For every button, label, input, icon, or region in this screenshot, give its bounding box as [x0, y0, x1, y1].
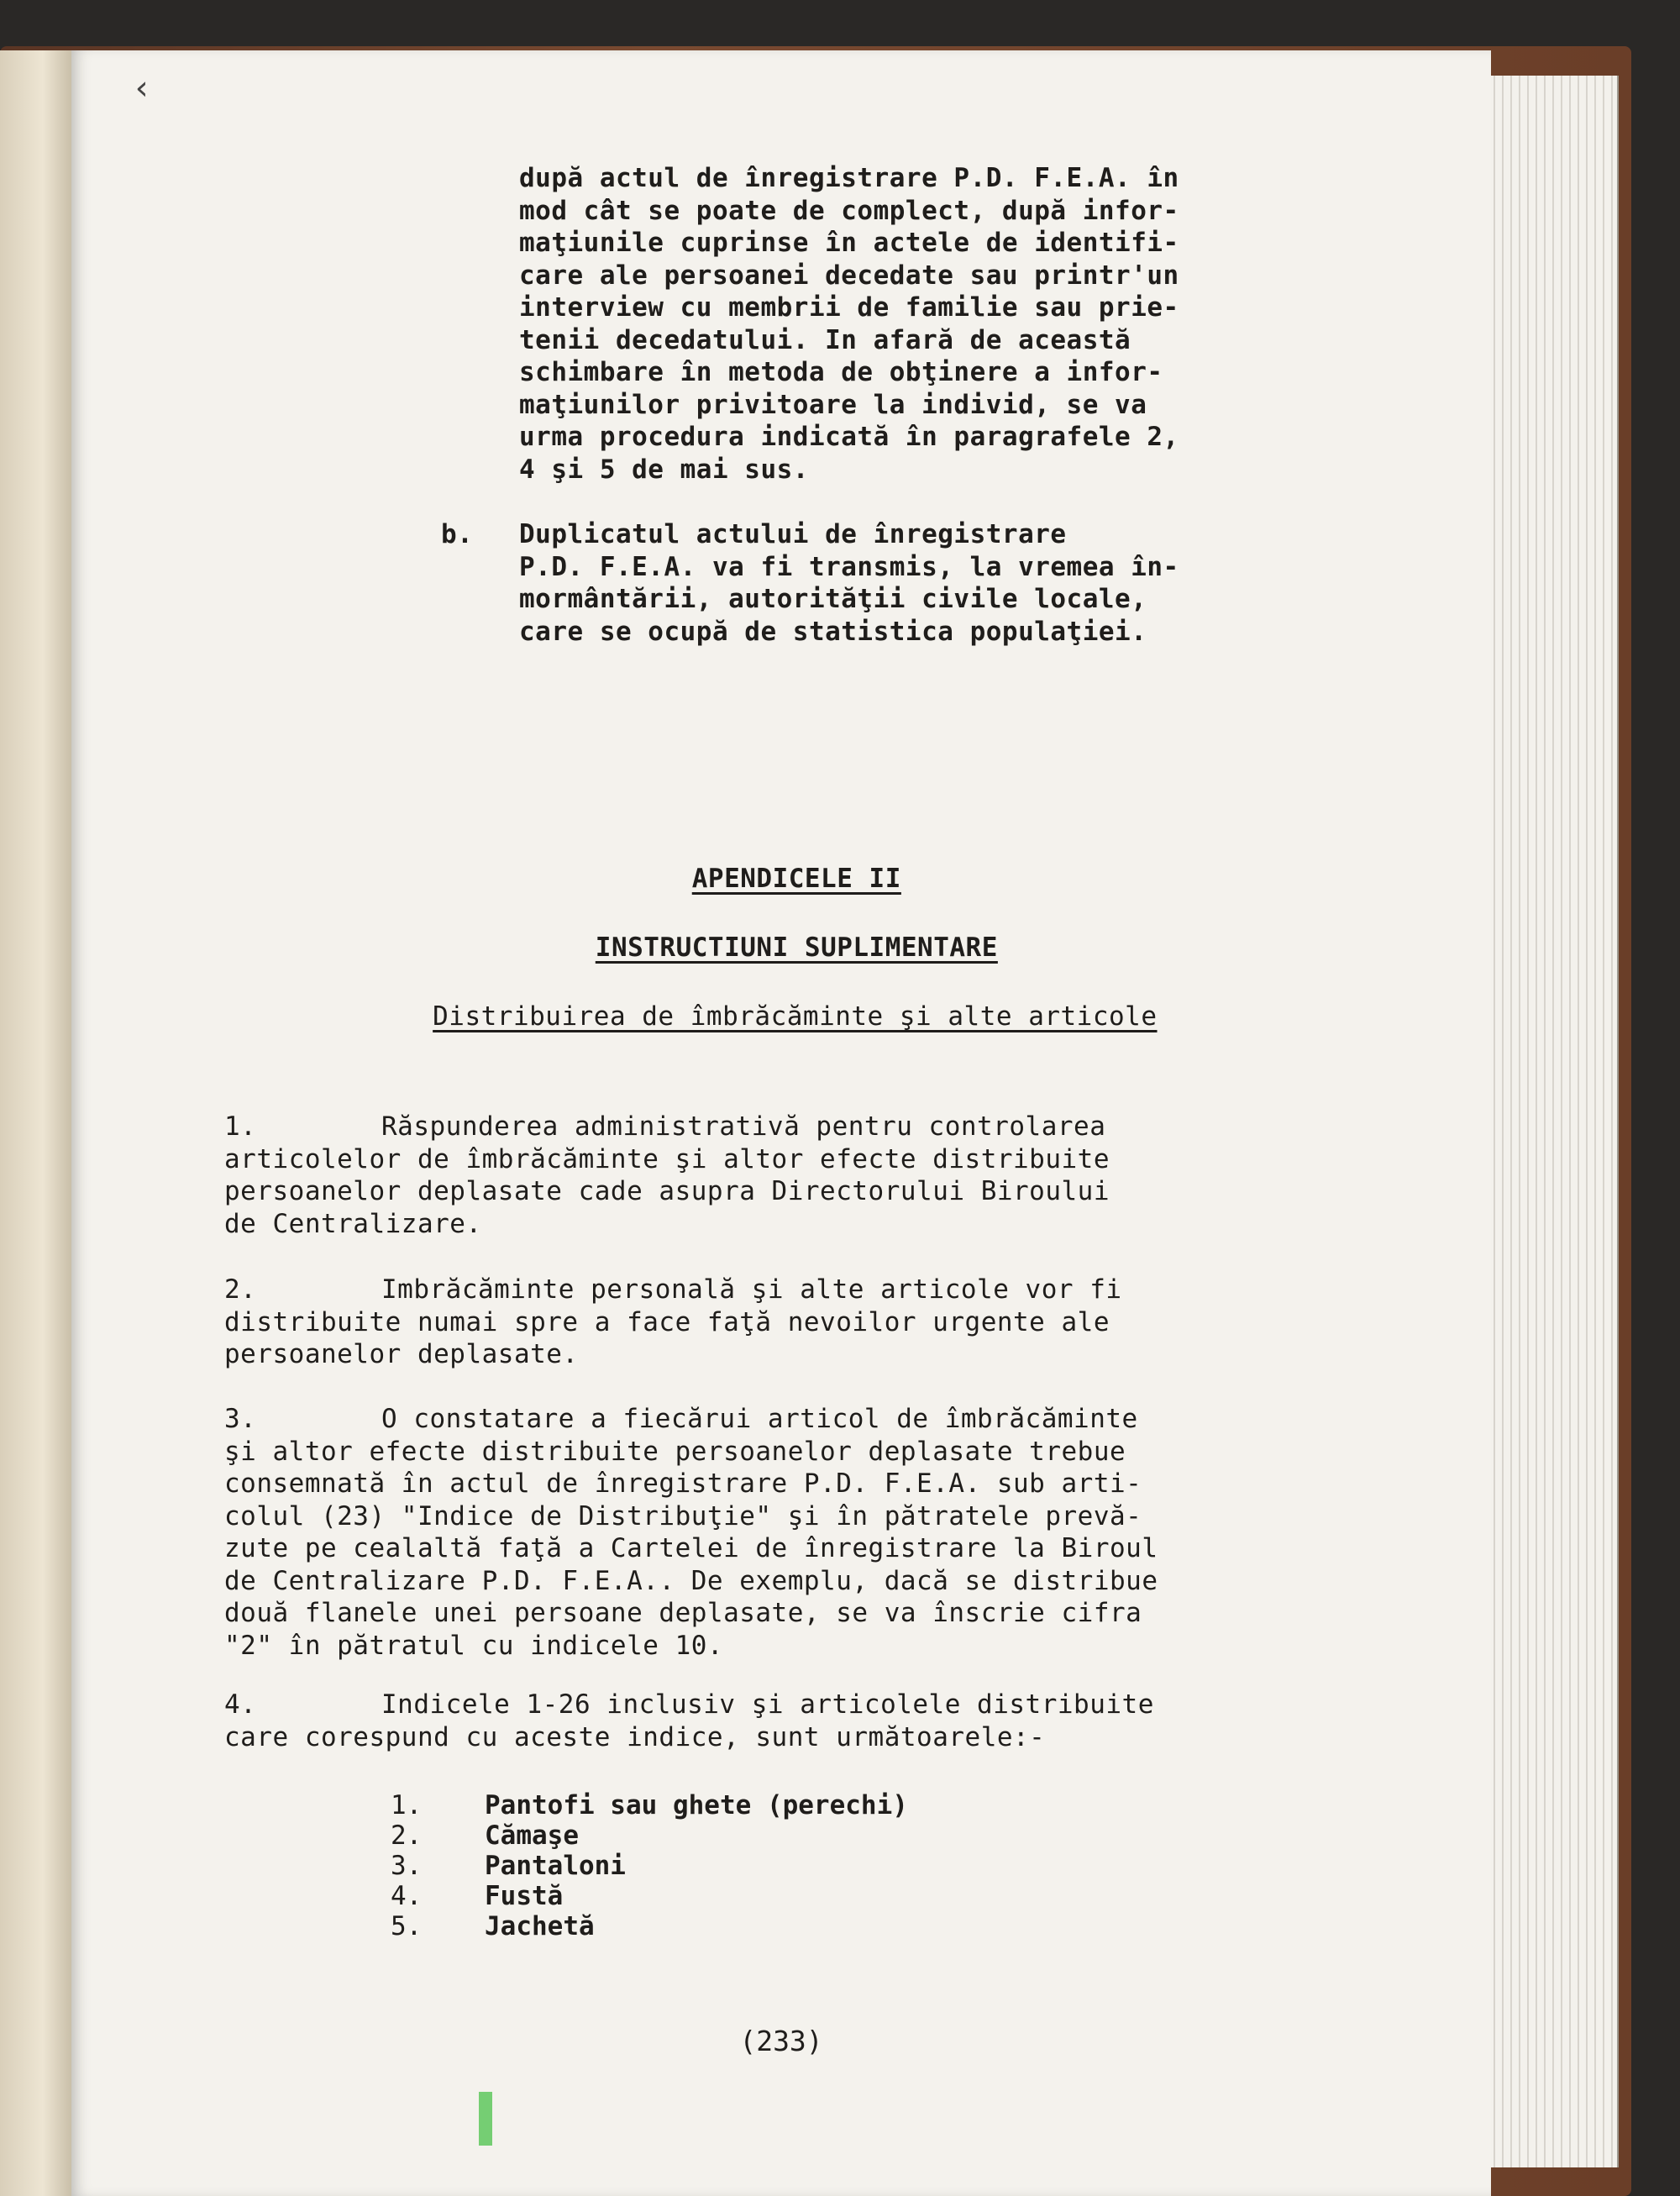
- paragraph-number: 4.: [224, 1689, 257, 1720]
- page-number: (233): [739, 2025, 823, 2057]
- left-page-edge: [0, 50, 74, 2196]
- list-item-label: Jachetă: [485, 1911, 595, 1941]
- paragraph-line: "2" în pătratul cu indicele 10.: [224, 1630, 724, 1661]
- list-item: [391, 1789, 908, 1821]
- continuation-line: care ale persoanei decedate sau printr'un: [519, 260, 1179, 291]
- continuation-line: urma procedura indicată în paragrafele 2,: [519, 422, 1179, 452]
- list-item: [391, 1910, 595, 1942]
- item-b-line: P.D. F.E.A. va fi transmis, la vremea în-: [519, 551, 1179, 582]
- paragraph-text: [224, 1689, 1154, 1753]
- list-item-number: 1.: [391, 1790, 423, 1820]
- page-corner-mark: ‹: [132, 69, 153, 108]
- paragraph-number: 3.: [224, 1404, 257, 1434]
- list-item-label: Fustă: [485, 1881, 564, 1911]
- continuation-line: interview cu membrii de familie sau prie-: [519, 292, 1179, 323]
- paragraph-line: două flanele unei persoane deplasate, se va înscrie cifra: [224, 1598, 1142, 1628]
- item-b-text: [519, 518, 1179, 648]
- paragraph-text: [224, 1274, 1122, 1371]
- paragraph-line: de Centralizare.: [224, 1208, 482, 1239]
- paragraph-line: Răspunderea administrativă pentru controlarea: [381, 1111, 1106, 1142]
- paragraph-line: care corespund cu aceste indice, sunt următoarele:-: [224, 1721, 1046, 1752]
- continuation-line: schimbare în metoda de obţinere a infor-: [519, 357, 1163, 387]
- page-stack-edge: [1478, 76, 1619, 2167]
- section-title: [53, 968, 1473, 1065]
- instructions-title-text: INSTRUCTIUNI SUPLIMENTARE: [595, 932, 998, 963]
- paragraph-line: consemnată în actul de înregistrare P.D. F.E.A. sub arti-: [224, 1468, 1142, 1499]
- document-page: [71, 50, 1491, 2196]
- list-item-number: 4.: [391, 1881, 423, 1911]
- list-item: [391, 1820, 579, 1852]
- paragraph-line: de Centralizare P.D. F.E.A.. De exemplu, dacă se distribue: [224, 1565, 1158, 1596]
- continuation-line: tenii decedatului. In afară de această: [519, 324, 1131, 355]
- paragraph-number: 2.: [224, 1274, 257, 1305]
- list-item-label: Pantaloni: [485, 1851, 626, 1881]
- paragraph-text: [224, 1111, 1110, 1240]
- paragraph-line: articolelor de îmbrăcăminte şi altor efecte distribuite: [224, 1143, 1110, 1174]
- paragraph-number: 1.: [224, 1111, 257, 1142]
- green-marker: [479, 2092, 492, 2146]
- list-item: [391, 1880, 563, 1912]
- item-b-line: care se ocupă de statistica populaţiei.: [519, 616, 1147, 647]
- paragraph-line: persoanelor deplasate cade asupra Directorului Biroului: [224, 1176, 1110, 1206]
- continuation-text: [519, 162, 1179, 486]
- paragraph-line: Imbrăcăminte personală şi alte articole vor fi: [381, 1274, 1122, 1305]
- item-b-line: mormântării, autorităţii civile locale,: [519, 584, 1147, 614]
- item-b-marker: b.: [441, 519, 474, 549]
- paragraph-line: zute pe cealaltă faţă a Cartelei de înregistrare la Biroul: [224, 1533, 1158, 1563]
- list-item-number: 3.: [391, 1851, 423, 1881]
- list-item-label: Cămaşe: [485, 1820, 579, 1851]
- paragraph-line: O constatare a fiecărui articol de îmbrăcăminte: [381, 1404, 1138, 1434]
- paragraph-line: colul (23) "Indice de Distribuţie" şi în pătratele prevă-: [224, 1500, 1142, 1531]
- continuation-line: maţiunile cuprinse în actele de identifi-: [519, 228, 1179, 258]
- section-title-text: Distribuirea de îmbrăcăminte şi alte articole: [433, 1001, 1158, 1032]
- continuation-line: maţiunilor privitoare la individ, se va: [519, 389, 1147, 420]
- paragraph-line: şi altor efecte distribuite persoanelor deplasate trebue: [224, 1436, 1126, 1467]
- continuation-line: mod cât se poate de complect, după infor-: [519, 195, 1179, 226]
- paragraph-line: distribuite numai spre a face faţă nevoilor urgente ale: [224, 1306, 1110, 1337]
- list-item: [391, 1850, 626, 1882]
- continuation-line: după actul de înregistrare P.D. F.E.A. în: [519, 163, 1179, 193]
- list-item-label: Pantofi sau ghete (perechi): [485, 1790, 908, 1820]
- item-b-line: Duplicatul actului de înregistrare: [519, 519, 1067, 549]
- paragraph-text: [224, 1403, 1158, 1662]
- appendix-title-text: APENDICELE II: [691, 863, 901, 894]
- paragraph-line: persoanelor deplasate.: [224, 1339, 579, 1369]
- paragraph-line: Indicele 1-26 inclusiv şi articolele distribuite: [381, 1689, 1154, 1720]
- list-item-number: 5.: [391, 1911, 423, 1941]
- list-item-number: 2.: [391, 1820, 423, 1851]
- continuation-line: 4 şi 5 de mai sus.: [519, 454, 809, 485]
